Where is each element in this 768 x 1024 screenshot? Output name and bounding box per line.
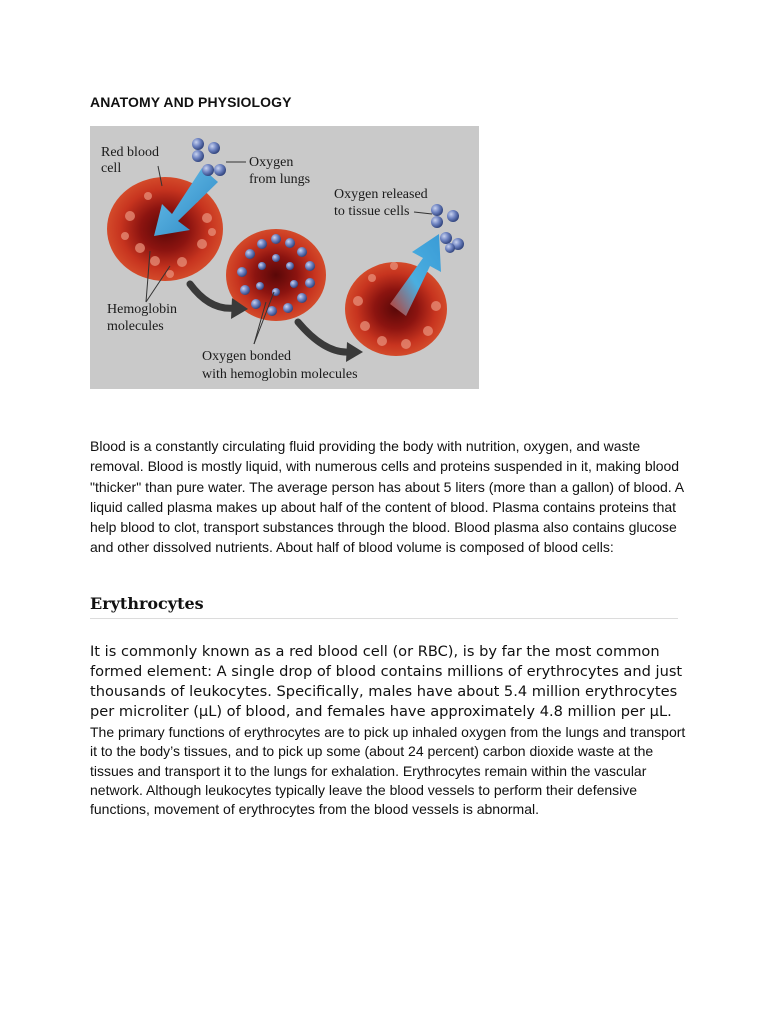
lead-paragraph (90, 642, 690, 722)
body-paragraph (90, 723, 690, 819)
label-oxygen-released-line2: to tissue cells (334, 204, 410, 219)
section-heading: Erythrocytes (90, 594, 204, 613)
red-blood-cell-right (345, 262, 447, 356)
page-title: ANATOMY AND PHYSIOLOGY (90, 94, 292, 110)
label-hemoglobin-line1: Hemoglobin (107, 302, 177, 317)
intro-paragraph (90, 436, 690, 558)
label-oxygen-released-line1: Oxygen released (334, 187, 428, 202)
label-oxygen-lungs-line1: Oxygen (249, 155, 294, 170)
label-oxygen-lungs-line2: from lungs (249, 172, 311, 187)
section-divider (90, 618, 678, 619)
body-text: The primary functions of erythrocytes are to pick up inhaled oxygen from the lungs and transport it to the body’s tissues, and to pick up some (about 24 percent) carbon dioxide waste at the tissues and transport it to the lungs for exhalation. Erythrocytes remain within the vascular network. Although leukocytes typically leave the blood vessels to perform their defensive functions, movement of erythrocytes from the blood vessels is abnormal. (90, 724, 686, 818)
label-red-blood-cell-line2: cell (101, 161, 122, 176)
label-bonded-line2: with hemoglobin molecules (202, 367, 358, 382)
label-bonded-line1: Oxygen bonded (202, 349, 292, 364)
label-red-blood-cell-line1: Red blood (101, 145, 159, 160)
red-blood-cell-figure (90, 126, 479, 389)
intro-text: Blood is a constantly circulating fluid providing the body with nutrition, oxygen, and waste removal. Blood is mostly liquid, with numerous cells and proteins suspended in it, making blood "thicker" than pure water. The average person has about 5 liters (more than a gallon) of blood. A liquid called plasma makes up about half of the content of blood. Plasma contains proteins that help blood to clot, transport substances through the blood. Blood plasma also contains glucose and other dissolved nutrients. About half of blood volume is composed of blood cells: (90, 438, 684, 556)
lead-text: It is commonly known as a red blood cell (or RBC), is by far the most common formed element: A single drop of blood contains millions of erythrocytes and just thousands of leukocytes. Specifically, males have about 5.4 million erythrocytes per microliter (µL) of blood, and females have approximately 4.8 million per µL. (90, 643, 683, 720)
label-hemoglobin-line2: molecules (107, 319, 164, 334)
